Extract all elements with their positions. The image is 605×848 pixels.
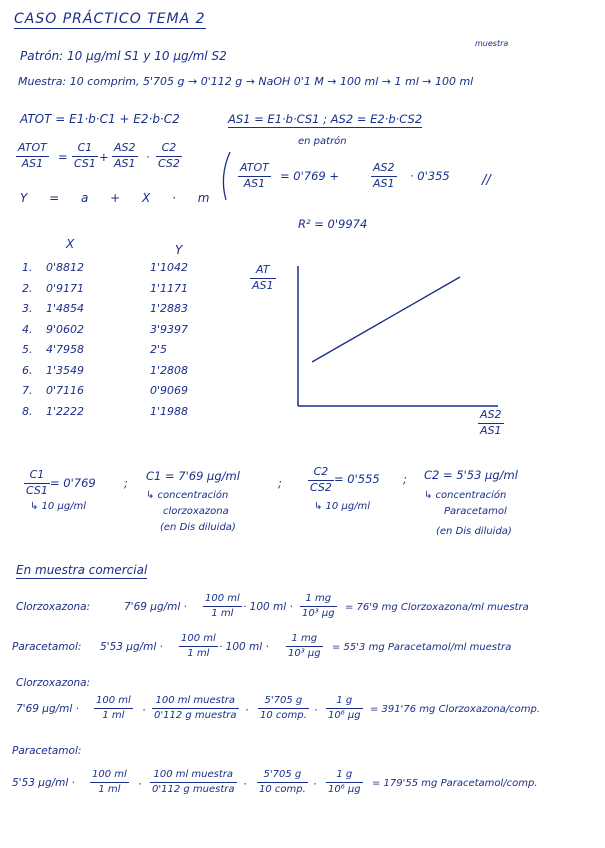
table-cell-y: 0'9069 — [150, 384, 189, 397]
c1-note-3: (en Dis diluida) — [160, 522, 236, 533]
calc1-mid: · 100 ml · — [243, 601, 293, 613]
table-cell-y: 1'1171 — [150, 281, 189, 295]
c2-note-2: Paracetamol — [444, 506, 507, 517]
equals-sign: = — [58, 150, 68, 164]
frac-as2-as1: $\frac{AS2}{AS1}$ — [114, 141, 136, 170]
calc4-label: Paracetamol: — [12, 745, 82, 757]
ratio-c2-value: = 0'555 — [334, 472, 380, 486]
frac-c1-cs1: $\frac{C1}{CS1}$ — [74, 141, 96, 170]
calc2-pre: 5'53 μg/ml · — [100, 641, 163, 653]
parallel-mark: // — [482, 173, 491, 188]
en-patron-note: en patrón — [298, 136, 347, 147]
graph-y-label: $\frac{AT}{AS1}$ — [252, 263, 274, 292]
muestra-annotation: muestra — [475, 39, 509, 48]
frac-c1-cs1-result: $\frac{C1}{CS1}$ — [26, 468, 48, 497]
linear-model: Y = a + X · m — [20, 191, 210, 205]
calc1-frac1: $\frac{100 ml}{1 ml}$ — [205, 593, 240, 619]
frac-atot-as1: ATOT AS1 — [18, 141, 47, 170]
table-cell-x: 1'3549 — [46, 363, 85, 377]
c1-concentration: C1 = 7'69 μg/ml — [146, 469, 240, 483]
calc2-mid: · 100 ml · — [219, 641, 269, 653]
sep-3: ; — [403, 472, 407, 486]
table-cell-x: 0'9171 — [46, 281, 85, 295]
table-cell-x: 1'4854 — [46, 302, 85, 315]
calc1-label: Clorzoxazona: — [16, 601, 91, 613]
standard-c1: ↳ 10 μg/ml — [30, 501, 87, 512]
calc3-dot3: · — [314, 703, 318, 717]
table-cell-x: 0'8812 — [46, 261, 85, 274]
atot-equation: ATOT = E1·b·C1 + E2·b·C2 — [20, 112, 180, 126]
c2-concentration: C2 = 5'53 μg/ml — [424, 468, 518, 482]
table-header-x: X — [66, 237, 75, 251]
frac-c2-cs2: $\frac{C2}{CS2}$ — [158, 141, 180, 170]
calc3-label: Clorzoxazona: — [16, 677, 91, 689]
table-cell-x: 4'7958 — [46, 343, 85, 356]
r-squared: R² = 0'9974 — [298, 217, 368, 231]
calc2-result: = 55'3 mg Paracetamol/ml muestra — [332, 642, 512, 653]
calc3-frac2: 100 ml muestra 0'112 g muestra — [154, 695, 237, 721]
calc4-dot2: · — [243, 777, 247, 791]
section-heading: En muestra comercial — [16, 564, 147, 579]
as-definitions: AS1 = E1·b·CS1 ; AS2 = E2·b·CS2 — [228, 112, 423, 126]
dot-sign: · — [146, 150, 150, 164]
table-cell-x: 1'2222 — [46, 404, 85, 418]
calc1-frac2: $\frac{1 mg}{\text{10³ μg}}$ — [302, 593, 335, 619]
calc1-result: = 76'9 mg Clorzoxazona/ml muestra — [345, 602, 529, 613]
c1-note-2: clorzoxazona — [163, 506, 229, 517]
table-row-number: 1. — [22, 261, 33, 274]
frac-as2-as1-right: $\frac{AS2}{AS1}$ — [373, 161, 395, 190]
calc4-pre: 5'53 μg/ml · — [12, 777, 75, 789]
sep-1: ; — [124, 476, 128, 490]
frac-c2-cs2-result: $\frac{C2}{CS2}$ — [310, 465, 332, 494]
calc2-label: Paracetamol: — [12, 641, 82, 653]
calc2-frac2: $\frac{1 mg}{\text{10³ μg}}$ — [288, 633, 321, 659]
table-cell-y: 1'1042 — [150, 261, 189, 274]
table-cell-x: 0'7116 — [46, 384, 85, 397]
calc1-pre: 7'69 μg/ml · — [124, 601, 187, 613]
patron-line: Patrón: 10 μg/ml S1 y 10 μg/ml S2 — [20, 49, 227, 63]
calc2-frac1: $\frac{100 ml}{1 ml}$ — [181, 633, 216, 659]
table-cell-y: 3'9397 — [150, 322, 189, 336]
table-cell-x: 9'0602 — [46, 322, 85, 336]
table-header-y: Y — [175, 243, 183, 257]
table-cell-y: 2'5 — [150, 343, 168, 356]
calc4-dot1: · — [138, 777, 142, 791]
table-row-number: 4. — [22, 322, 33, 336]
calc4-frac3: 5'705 g 10 comp. — [259, 769, 306, 795]
slope-value: · 0'355 — [410, 169, 450, 183]
calc4-frac1: $\frac{100 ml}{1 ml}$ — [92, 769, 127, 795]
calc3-pre: 7'69 μg/ml · — [16, 703, 79, 715]
table-cell-y: 1'2883 — [150, 302, 189, 315]
table-row-number: 6. — [22, 363, 33, 377]
sep-2: ; — [278, 476, 282, 490]
table-cell-y: 1'1988 — [150, 404, 189, 418]
table-row-number: 3. — [22, 302, 33, 315]
ratio-c1-value: = 0'769 — [50, 476, 96, 490]
table-row-number: 5. — [22, 343, 33, 356]
calc4-dot3: · — [313, 777, 317, 791]
table-row-number: 8. — [22, 404, 33, 418]
calc3-result: = 391'76 mg Clorzoxazona/comp. — [370, 704, 541, 715]
graph-x-label: $\frac{AS2}{AS1}$ — [480, 408, 502, 437]
calc3-dot2: · — [245, 703, 249, 717]
table-cell-y: 1'2808 — [150, 363, 189, 377]
standard-c2: ↳ 10 μg/ml — [314, 501, 371, 512]
c2-note-1: ↳ concentración — [424, 490, 507, 501]
frac-atot-as1-right: ATOT AS1 — [240, 161, 269, 190]
intercept-value: = 0'769 + — [280, 169, 340, 183]
calc4-result: = 179'55 mg Paracetamol/comp. — [372, 778, 538, 789]
plus-sign: + — [99, 150, 109, 164]
graph-fit-line — [312, 277, 460, 362]
calc3-frac4: $\frac{1 g}{\text{10⁶ μg}}$ — [328, 695, 361, 721]
table-row-number: 7. — [22, 384, 33, 397]
c1-note-1: ↳ concentración — [146, 490, 229, 501]
c2-note-3: (en Dis diluida) — [436, 526, 512, 537]
calc3-frac3: 5'705 g 10 comp. — [260, 695, 307, 721]
table-row-number: 2. — [22, 281, 33, 295]
calc3-frac1: $\frac{100 ml}{1 ml}$ — [96, 695, 131, 721]
calc4-frac2: 100 ml muestra 0'112 g muestra — [152, 769, 235, 795]
calc3-dot1: · — [142, 703, 146, 717]
page-title: CASO PRÁCTICO TEMA 2 — [14, 12, 206, 29]
calc4-frac4: $\frac{1 g}{\text{10⁶ μg}}$ — [328, 769, 361, 795]
muestra-line: Muestra: 10 comprim, 5'705 g → 0'112 g → NaOH 0'1 M → 100 ml → 1 ml → 100 ml — [18, 75, 474, 88]
